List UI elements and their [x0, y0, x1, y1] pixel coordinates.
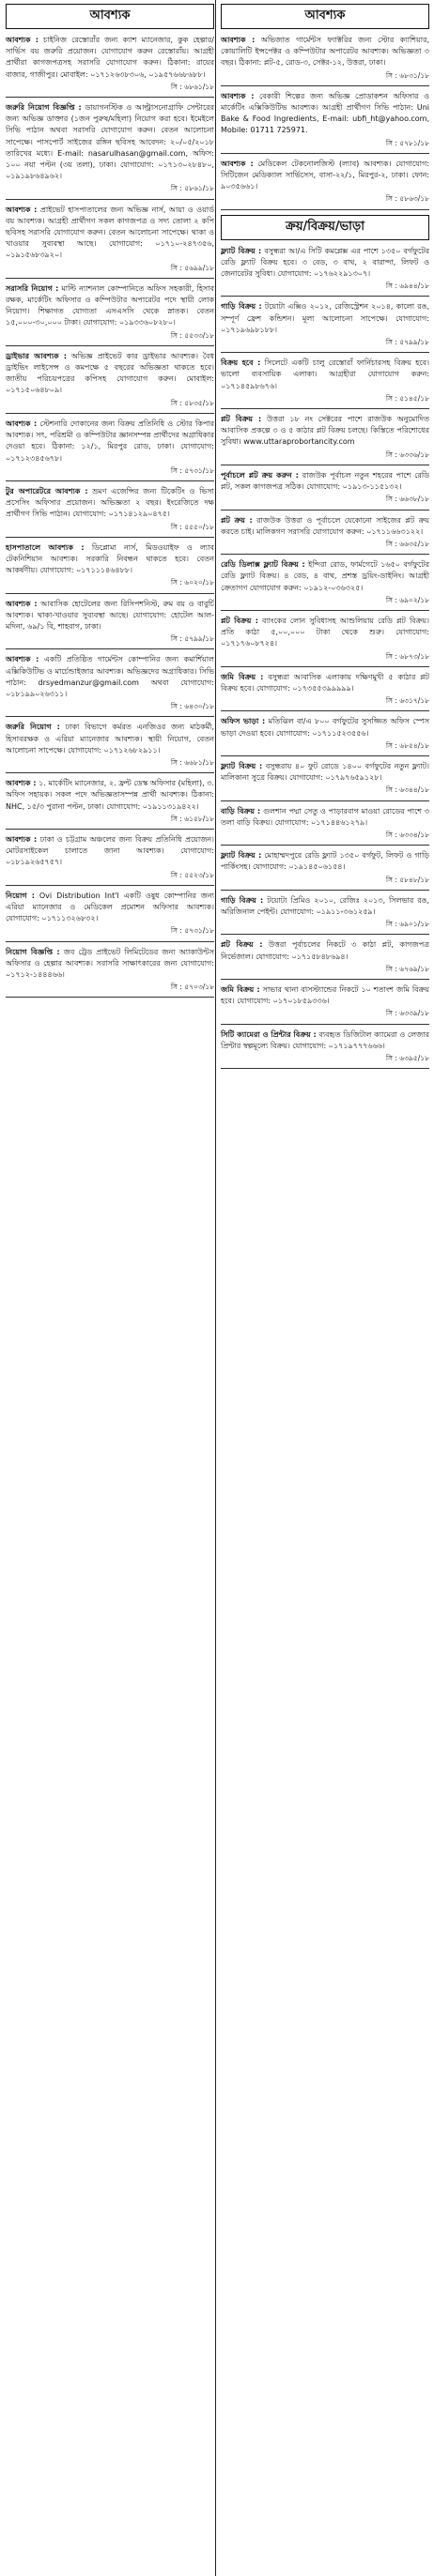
ad-title: রেডি ডিলাক্স ফ্ল্যাট বিক্রয় : — [221, 560, 305, 570]
left-column — [4, 0, 216, 1002]
ad-title: পূর্বাচলে প্লট ক্রয় করুন : — [221, 470, 299, 480]
classified-ad — [221, 91, 429, 149]
ad-body: বেকারী শিল্পের জন্য অভিজ্ঞ প্রোডাকশন অফিসার ও মার্কেটিং এক্সিকিউটিভ আবশ্যক। আগ্রহী প্রার্থীগণ সিভি পাঠান: Uni Bake & Food Ingredients, E-mail: ubfi_ht@yahoo.com, Mobile: 01711 725971. — [221, 91, 430, 135]
ad-separator — [221, 666, 429, 667]
ad-separator — [6, 941, 214, 942]
classified-ad — [221, 559, 429, 606]
ad-reference: সি : ৫৫৫০/১৮ — [170, 522, 214, 531]
ad-separator — [221, 510, 429, 511]
ad-separator — [6, 885, 214, 886]
classified-ad — [221, 850, 429, 886]
ad-reference: সি : ৬৮৭৩/১৮ — [385, 651, 429, 661]
ad-title: প্লট বিক্রয় : — [221, 415, 262, 424]
ad-reference: সি : ৬৩৯৫/১৮ — [385, 1054, 429, 1063]
ad-reference: সি : ৬৪৩০/১৮ — [170, 702, 214, 711]
ad-reference: সি : ৬৩৩৬/১৮ — [385, 450, 429, 459]
ad-separator — [6, 480, 214, 481]
ad-title: আবশ্যক : — [6, 655, 39, 664]
ad-body: চাইনিজ রেস্তোরাঁর জন্য ক্যাশ ম্যানেজার, কুক হেল্পার/সার্ভিস বয় জরুরি প্রয়োজন। যোগাযোগ করুন রেস্তোরাঁয়। আগ্রহী প্রার্থীরা কাগজপত্রসহ সরাসরি যোগাযোগ করুন। ঠিকানা: রায়ের বাজার, গাজীপুর। মোবাইল: ০১৭১২৬৩৮৩০৬, ০১৯৫৭৬৬৮৬৮৮। — [6, 36, 215, 79]
ad-title: ড্রাইভার আবশ্যক : — [6, 351, 67, 360]
ad-title: জমি বিক্রয় : — [221, 985, 260, 994]
ad-title: প্লট ক্রয় : — [221, 515, 253, 525]
ad-title: সিটি ক্যামেরা ও প্রিন্টার বিক্রয় : — [221, 1029, 317, 1039]
classified-ad — [221, 470, 429, 506]
classified-ad — [6, 35, 214, 93]
classified-ad — [221, 358, 429, 404]
ad-title: গাড়ি বিক্রয় : — [221, 302, 262, 312]
ad-separator — [221, 554, 429, 555]
ad-body: উত্তরা পূর্বাচলের নিকটে ৩ কাঠা প্লট, কাগজপত্র নির্ভেজাল। যোগাযোগ: ০১৭১৫৮৪৮৬৯৪। — [221, 940, 430, 961]
classified-ad — [6, 283, 214, 342]
classified-ad — [221, 301, 429, 348]
ad-body: সাভার থানা বাসস্ট্যান্ডের নিকটে ১০ শতাংশ জমি বিক্রয় হবে। যোগাযোগ: ০১৭০১৮৫৯৩৩৬। — [221, 985, 429, 1006]
ad-reference: সি : ৫৭৩১/১৮ — [170, 926, 214, 936]
ad-separator — [221, 296, 429, 297]
ad-title: বাড়ি বিক্রয় : — [221, 806, 261, 815]
ad-body: অভিজ্ঞ প্রাইভেট কার ড্রাইভার আবশ্যক। বৈধ ড্রাইভিং লাইসেন্স ও কমপক্ষে ৫ বছরের অভিজ্ঞতা থাকতে হবে। জাতীয় পরিচয়পত্রের কপিসহ যোগাযোগ করুন। মোবাইল: ০১৭১৫০৬৪৮০৯। — [6, 351, 214, 395]
classified-ad — [221, 761, 429, 797]
ad-title: হাসপাতালে আবশ্যক : — [6, 542, 85, 552]
ad-separator — [221, 800, 429, 801]
ad-reference: সি : ৬১৫৮/১৮ — [170, 814, 214, 823]
ad-separator — [6, 278, 214, 279]
right-column-heading: আবশ্যক — [221, 4, 429, 29]
ad-title: আবশ্যক : — [6, 205, 38, 214]
right-bottom-ads — [219, 246, 431, 1070]
ad-title: জরুরি নিয়োগ : — [6, 723, 60, 732]
ad-body: ইন্দিরা রোড, ফার্মগেটে ১৬৫০ বর্গফুটের রেডি ফ্ল্যাট বিক্রয়। ৪ বেড, ৪ বাথ, প্রশস্ত ড্রয়িং-ডাইনিং। আগ্রহী ক্রেতাগণ যোগাযোগ করুন: ০১৯১২-০৩৬৩২৫। — [221, 560, 429, 592]
classified-ad — [6, 654, 214, 712]
ad-reference: সি : ৬৯০২/১৮ — [385, 595, 429, 604]
ad-separator — [6, 345, 214, 346]
right-top-ads — [219, 35, 431, 210]
ad-reference: সি : ৫১৪৫/১৮ — [385, 393, 429, 403]
ad-separator — [221, 610, 429, 611]
ad-body: রাজউক পূর্বাচল নতুন শহরের পাশে রেডি প্লট, সকল কাগজপত্র সঠিক। যোগাযোগ: ০১৯১৩-১১৫১৩২। — [221, 470, 429, 492]
ad-title: আবশ্যক : — [6, 834, 38, 844]
classified-ad — [6, 542, 214, 589]
ad-separator — [221, 934, 429, 935]
ad-reference: সি : ৬৬৩৫/১৮ — [385, 539, 429, 548]
ad-separator — [6, 829, 214, 830]
ad-separator — [221, 755, 429, 756]
ad-title: প্লট বিক্রয় : — [221, 940, 263, 950]
ad-title: সরাসরি নিয়োগ : — [6, 283, 59, 293]
ad-reference: সি : ৬৩৩৪/১৮ — [385, 830, 429, 839]
ad-body: ডায়াগনস্টিক ও আল্ট্রাসনোগ্রাফি সেন্টারের জন্য অভিজ্ঞ ডাক্তার (১জন পুরুষ/মহিলা) নিয়োগ করা হবে। ইমেইলে সিভি পাঠান অথবা সরাসরি যোগাযোগ করুন। বেতন আলোচনা সাপেক্ষে। পাসপোর্ট সাইজের রঙ্গিন ছবিসহ আবেদন: ২০/০৫/২০১৮ তারিখের মধ্যে। E-mail: nasarulhasan@gmail.com, অফিস: ১০০ নয়া পল্টন (৩য় তলা), ঢাকা। যোগাযোগ: ০১৭১৩০২৮৪৮০, ০১৯১৯৮৬৪৯৬২। — [6, 103, 214, 181]
ad-body: আবাসিক হোটেলের জন্য রিসিপশনিস্ট, রুম বয় ও বাবুর্চি আবশ্যক। থাকা-খাওয়ার সুব্যবস্থা আছে। যোগাযোগ: হোটেল আল-মদিনা, ৬৯/১ বি, শাহবাগ, ঢাকা। — [6, 599, 214, 631]
ad-separator — [6, 413, 214, 414]
ad-title: টুর অপারেটরে আবশ্যক : — [6, 486, 88, 495]
ad-separator — [6, 772, 214, 773]
ad-body: মাল্টি ন্যাশনাল কোম্পানিতে অফিস সহকারী, হিসাব রক্ষক, মার্কেটিং অফিসার ও কম্পিউটার অপারেটর পদে স্থায়ী লোক নিয়োগ। শিক্ষাগত যোগ্যতা এসএসসি থেকে স্নাতক। বেতন ১৫,০০০-৩০,০০০ টাকা। যোগাযোগ: ০১৯৩৩৬০৮২৮০। — [6, 283, 214, 328]
ad-title: ফ্ল্যাট বিক্রয় : — [221, 851, 262, 861]
ad-reference: সি : ৬৭৬৯/১৮ — [385, 964, 429, 973]
classified-ad — [6, 722, 214, 769]
ad-body: টয়োটা প্রিমিও ২০১০, রেজিঃ ২০১৩, সিলভার রঙ, অরিজিনাল পেইন্ট। যোগাযোগ: ০১৯১১-৩৬১২৫৯। — [221, 895, 430, 916]
ad-body: ১. মার্কেটিং ম্যানেজার, ২. ফ্রন্ট ডেস্ক অফিসার (মহিলা), ৩. অফিস সহায়ক। সকল পদে অভিজ্ঞতাসম্পন্ন প্রার্থী আবশ্যক। ঠিকানা: NHC, ১৫/৩ পুরানা পল্টন, ঢাকা। যোগাযোগ: ০১৯১১৩১৯৪২২। — [6, 779, 214, 811]
ad-reference: সি : ৫৬৯৯/১৮ — [170, 263, 214, 272]
ad-separator — [221, 209, 429, 210]
ad-reference: সি : ৫৮৩৫/১৮ — [170, 398, 214, 407]
ad-body: অভিজাত গার্মেন্টস ফ্যাক্টরির জন্য স্টোর ক্যাশিয়ার, কোয়ালিটি ইন্সপেক্টর ও কম্পিউটার অপারেটর আবশ্যক। অভিজ্ঞতা ৩ বছর। ঠিকানা: প্লট-৫, রোড-৩, সেক্টর-১২, উত্তরা, ঢাকা। — [221, 36, 430, 68]
classified-ad — [6, 778, 214, 825]
ad-title: আবশ্যক : — [221, 36, 256, 44]
ad-reference: সি : ৫৭৯৯/১৮ — [385, 338, 429, 347]
ad-title: আবশ্যক : — [221, 159, 254, 168]
ad-reference: সি : ৬৮৩১/১৮ — [385, 70, 429, 80]
classified-ad — [6, 102, 214, 195]
ad-body: উত্তরা ১৮ নং সেক্টরের পাশে রাজউক অনুমোদিত আবাসিক প্রকল্পে ৩ ও ৫ কাঠার প্লট বিক্রয় চলছে। কিস্তিতে পরিশোধের সুবিধা। www.uttaraprobortancity.com — [221, 415, 429, 447]
ad-reference: সি : ৬৬৩৮/১৮ — [385, 495, 429, 504]
ad-title: ফ্ল্যাট বিক্রয় : — [221, 246, 262, 255]
ad-reference: সি : ৫৭০৩/১৮ — [170, 983, 214, 992]
ad-reference: সি : ৬৮৫৪/১৮ — [385, 740, 429, 750]
ad-reference: সি : ৬৮৬১/১৮ — [170, 82, 214, 91]
ad-title: আবশ্যক : — [6, 599, 38, 608]
ad-title: আবশ্যক : — [221, 91, 255, 100]
ad-separator — [6, 648, 214, 649]
ad-body: বসুন্ধরা আ/এ সিটি কমপ্লেক্স এর পাশে ১৩৫০ বর্গফুটের রেডি ফ্ল্যাট বিক্রয় হবে। ৩ বেড, ৩ বাথ, ২ বারান্দা, লিফট ও জেনারেটর সুবিধা। যোগাযোগ: ০১৭৬২২৯১৩০৭। — [221, 246, 429, 279]
classified-ad — [221, 515, 429, 551]
buy-sell-rent-heading: ক্রয়/বিক্রয়/ভাড়া — [221, 215, 429, 240]
ad-reference: সি : ৬৬৮১/১৮ — [170, 757, 214, 767]
ad-reference: সি : ৫৭৩১/১৮ — [170, 465, 214, 475]
classified-ad — [221, 984, 429, 1020]
ad-body: একটি প্রতিষ্ঠিত গার্মেন্টস কোম্পানির জন্য কমার্শিয়াল এক্সিকিউটিভ ও মার্চেন্ডাইজার আবশ্যক। অভিজ্ঞদের অগ্রাধিকার। সিভি পাঠান: drsyedmanzur@gmail.com অথবা যোগাযোগ: ০১৮১৯৯০২৬৩১১। — [6, 655, 214, 698]
ad-body: মোহাম্মদপুরে রেডি ফ্ল্যাট ১৩৫০ বর্গফুট, লিফট ও গাড়ি পার্কিংসহ। যোগাযোগ: ০১৯১৪৫০৬১৫৪। — [221, 851, 429, 872]
classified-ad — [221, 1029, 429, 1065]
classified-ad — [6, 351, 214, 409]
ad-body: ব্যবহৃত ডিজিটাল ক্যামেরা ও লেজার প্রিন্টার স্বল্পমূল্যে বিক্রয়। যোগাযোগ: ০১৭১৯৭৭৭৬৬৬। — [221, 1029, 429, 1050]
ad-reference: সি : ৫৫৩৩/১৮ — [170, 330, 214, 340]
classified-ad — [6, 947, 214, 994]
ad-separator — [6, 716, 214, 717]
ad-body: মেডিকেল টেকনোলজিস্ট (ল্যাব) আবশ্যক। যোগাযোগ: সিটিজেন মেডিক্যাল সার্ভিসেস, বাসা-২২/১, মিরপুর-২, ঢাকা। ফোন: ৯০৩৫৬৬১। — [221, 159, 430, 191]
ad-reference: সি : ৬৯৪৪/১৮ — [385, 282, 429, 291]
classified-ad — [221, 716, 429, 752]
ad-body: স্টেশনারি দোকানের জন্য বিক্রয় প্রতিনিধি ও স্টোর কিপার আবশ্যক। সৎ, পরিশ্রমী ও কম্পিউটার জ্ঞানসম্পন্ন প্রার্থীদের অগ্রাধিকার দেওয়া হবে। ঠিকানা: ১২/১, মিরপুর রোড, ঢাকা। যোগাযোগ: ০১৭১২৩৪৫৬৭৮। — [6, 419, 214, 463]
ad-separator — [221, 153, 429, 154]
ad-title: জরুরি নিয়োগ বিজ্ঞপ্তি : — [6, 103, 82, 113]
classified-ad — [221, 246, 429, 293]
ad-title: আবশ্যক : — [6, 36, 39, 44]
classified-ad — [221, 895, 429, 931]
ad-separator — [6, 593, 214, 594]
ad-title: প্লট বিক্রয় : — [221, 616, 258, 625]
ad-body: সিলেটে একটি চালু রেস্তোরাঁ ফার্নিচারসহ বিক্রয় হবে। ভালো ব্যবসায়িক এলাকা। আগ্রহীরা যোগাযোগ করুন: ০১৭১৪৫৯৮৬৭৬। — [221, 358, 429, 390]
classified-ad — [221, 35, 429, 82]
ad-body: রাজউক উত্তরা ও পূর্বাচলে যেকোনো সাইজের প্লট ক্রয় করতে চাই। মালিকগণ সরাসরি যোগাযোগ করুন: ০১৭১১৬৬৩১২২। — [221, 515, 429, 536]
ad-body: প্রাইভেট হাসপাতালের জন্য অভিজ্ঞ নার্স, আয়া ও ওয়ার্ড বয় আবশ্যক। আগ্রহী প্রার্থীগণ সকল কাগজপত্র ও সদ্য তোলা ২ কপি ছবিসহ সরাসরি যোগাযোগ করুন। বেতন আলোচনা সাপেক্ষে। থাকা ও খাওয়ার সুব্যবস্থা আছে। যোগাযোগ: ০১৭১০-২৪৭৩৫৬, ০১৯১৫৬৮৩৯২০। — [6, 205, 214, 260]
ad-reference: সি : ৬৩৩৯/১৮ — [385, 1009, 429, 1018]
ad-separator — [221, 1024, 429, 1025]
left-column-heading: আবশ্যক — [6, 4, 214, 29]
classified-ad — [6, 205, 214, 274]
classified-ad — [221, 806, 429, 842]
ad-title: নিয়োগ বিজ্ঞপ্তি : — [6, 947, 60, 956]
ad-separator — [221, 710, 429, 711]
ad-reference: সি : ৫৫২৩/১৮ — [170, 870, 214, 879]
ad-body: ঢাকা বিভাগে কর্মরত এনজিওর জন্য মাঠকর্মী, হিসাবরক্ষক ও এরিয়া ম্যানেজার আবশ্যক। স্থায়ী নিয়োগ, বেতন আলোচনা সাপেক্ষে। যোগাযোগ: ০১৭১২৬৮২৯১১। — [6, 723, 215, 755]
ad-separator — [221, 408, 429, 409]
ad-title: আবশ্যক : — [6, 779, 37, 788]
ad-reference: সি : ৫৮৬৩/১৮ — [385, 194, 429, 204]
classified-ad — [6, 599, 214, 646]
ad-title: নিয়োগ : — [6, 891, 35, 900]
ad-title: আবশ্যক : — [6, 419, 38, 428]
ad-body: Ovi Distribution Int'l একটি ওষুধ কোম্পানির জন্য এরিয়া ম্যানেজার ও মেডিকেল প্রমোশন অফিসার আবশ্যক। যোগাযোগ: ০১৭১১৩২৬৮৩২। — [6, 891, 214, 923]
ad-reference: সি : ৬৯০১/১৮ — [385, 920, 429, 929]
ad-separator — [221, 85, 429, 86]
ad-body: বসুন্ধরা আবাসিক এলাকায় দক্ষিণমুখী ৫ কাঠার প্লট বিক্রয় হবে। যোগাযোগ: ০১৭৩৫৫৩৯৯৯৯৯। — [221, 672, 430, 693]
ad-separator — [221, 979, 429, 980]
ad-separator — [6, 537, 214, 538]
ad-separator — [6, 997, 214, 998]
ad-separator — [221, 890, 429, 891]
ad-title: ফ্ল্যাট বিক্রয় : — [221, 761, 263, 770]
ad-reference: সি : ৫৭৮১/১৮ — [385, 138, 429, 147]
right-column — [219, 0, 431, 1074]
ad-body: জব ট্রেড প্রাইভেট লিমিটেডের জন্য অ্যাকাউন্টস অফিসার ও হেল্পার আবশ্যক। সরাসরি সাক্ষাৎকারের জন্য যোগাযোগ: ০১৭১২-১৪৪৪৬৬। — [6, 947, 214, 980]
ad-separator — [221, 1068, 429, 1069]
ad-body: ভ্রমণ এজেন্সির জন্য টিকেটিং ও ভিসা প্রসেসিং অফিসার প্রয়োজন। অভিজ্ঞতা ২ বছর। ইংরেজিতে দক্ষ প্রার্থীগণ সিভি পাঠান। যোগাযোগ: ০১৭১৪১২৯০৪৭৫। — [6, 486, 214, 519]
ad-reference: সি : ৬০২০/১৮ — [170, 578, 214, 587]
ad-body: টয়োটা এক্সিও ২০১২, রেজিস্ট্রেশন ২০১৪, কালো রঙ, সম্পূর্ণ ফ্রেশ কন্ডিশন। মূল্য আলোচনা সাপেক্ষে। যোগাযোগ: ০১৭১৯৬৯৮১৮৮। — [221, 302, 429, 334]
ad-separator — [6, 199, 214, 200]
ad-body: ডিপ্লোমা নার্স, মিডওয়াইফ ও ল্যাব টেকনিশিয়ান আবশ্যক। সরকারি নিবন্ধন থাকতে হবে। বেতন আকর্ষণীয়। যোগাযোগ: ০১৭১১১৪৬৪৮৮। — [6, 542, 214, 575]
ad-reference: সি : ৬৩১৭/১৮ — [385, 696, 429, 706]
ad-separator — [221, 845, 429, 846]
classified-ad — [6, 834, 214, 881]
ad-reference: সি : ৫৮৬১/১৮ — [170, 184, 214, 193]
ad-reference: সি : ৬৩৪৪/১৮ — [385, 785, 429, 795]
ad-title: জমি বিক্রয় : — [221, 672, 264, 681]
ad-title: বিক্রয় হবে : — [221, 358, 261, 368]
ad-body: বসুন্ধরায় ৪০ ফুট রোডে ১৪০০ বর্গফুটের নতুন ফ্ল্যাট। মালিকানা সুত্রে বিক্রয়। যোগাযোগ: ০১৭৯৭৬৫৯১২৮। — [221, 761, 430, 783]
ad-body: ব্যাংকের লোন সুবিধাসহ আশুলিয়ায় রেডি প্লট বিক্রয়। প্রতি কাঠা ৫,০০,০০০ টাকা থেকে শুরু। যোগাযোগ: ০১৭১৭৬০৮৭২৪। — [221, 616, 429, 648]
ad-reference: সি : ৫৮৪৮/১৮ — [385, 875, 429, 884]
ad-reference: সি : ৫৭৯৯/১৮ — [170, 634, 214, 644]
ad-title: অফিস ভাড়া : — [221, 717, 266, 726]
classified-ad — [221, 939, 429, 975]
classified-ad — [221, 414, 429, 461]
ad-separator — [6, 97, 214, 98]
ad-body: ঢাকা ও চট্টগ্রাম অঞ্চলের জন্য বিক্রয় প্রতিনিধি প্রয়োজন। মোটরসাইকেল চালাতে জানা আবশ্যক। যোগাযোগ: ০১৮১৯২৬৫৭৫৭। — [6, 834, 214, 867]
ad-body: মতিঝিল বা/এ ৮০০ বর্গফুটের সুসজ্জিত অফিস স্পেস ভাড়া দেওয়া হবে। যোগাযোগ: ০১৭১১৫২৩৫৫৬। — [221, 717, 429, 738]
classified-ad — [6, 891, 214, 937]
ad-body: গুলশান পদ্মা সেতু ও পাড়ারবাগ মাওয়া রোডের পাশে ৩ তলা বাড়ি বিক্রয়। যোগাযোগ: ০১৭১৪৪৬১২৭৯। — [221, 806, 430, 827]
classified-ad — [221, 616, 429, 663]
classified-ad — [6, 486, 214, 533]
classified-ad — [221, 672, 429, 708]
classified-ad — [221, 159, 429, 206]
classified-ad — [6, 419, 214, 477]
ad-separator — [221, 352, 429, 353]
ad-title: গাড়ি বিক্রয় : — [221, 895, 264, 905]
